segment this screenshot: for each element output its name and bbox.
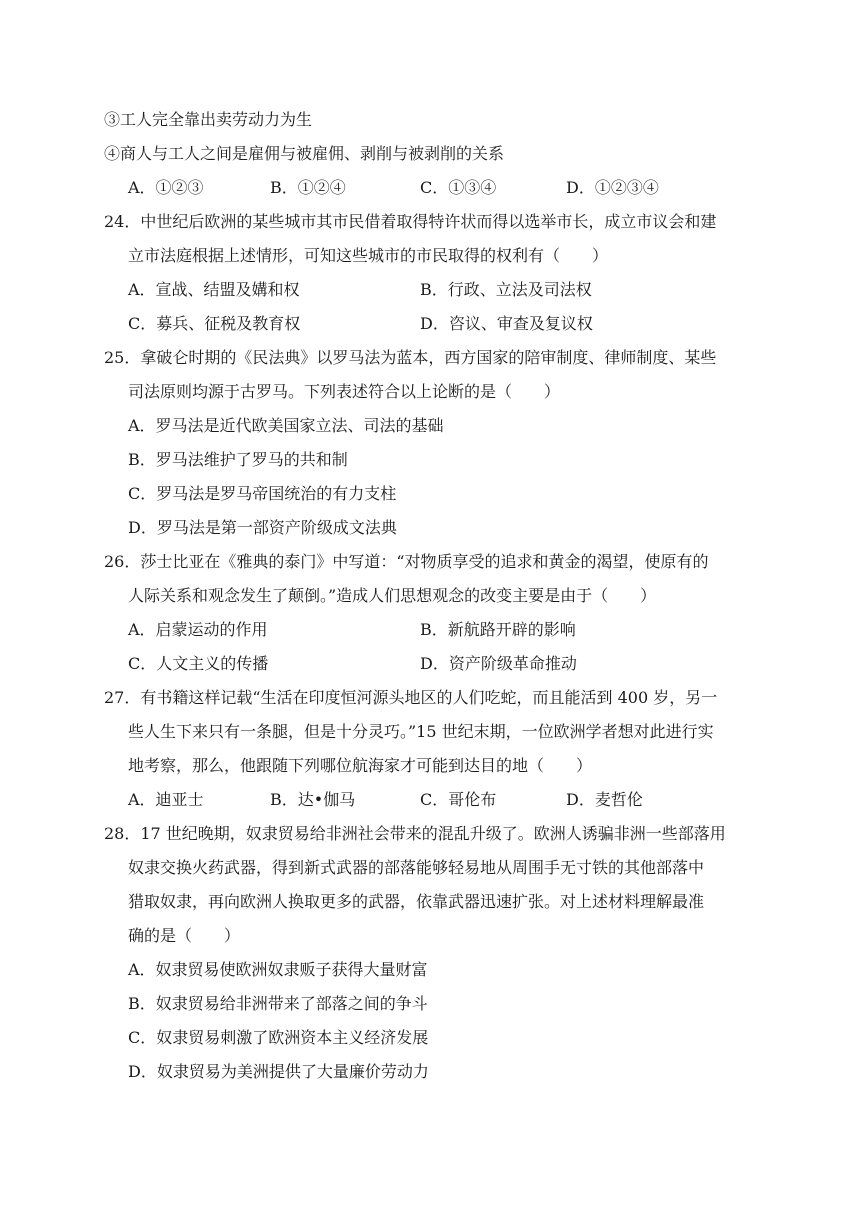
q28-stem-line3: 猎取奴隶，再向欧洲人换取更多的武器，依靠武器迅速扩张。对上述材料理解最准	[128, 892, 705, 911]
q23-option-b: B．①②④	[270, 178, 346, 197]
q25-stem-line2: 司法原则均源于古罗马。下列表述符合以上论断的是（ ）	[128, 382, 561, 401]
q27-stem-line1: 27．有书籍这样记载“生活在印度恒河源头地区的人们吃蛇，而且能活到 400 岁，另一	[104, 688, 718, 707]
q25-option-b: B．罗马法维护了罗马的共和制	[128, 450, 348, 469]
q23-option-a: A．①②③	[128, 178, 204, 197]
q24-option-b: B．行政、立法及司法权	[420, 280, 592, 299]
q28-stem-line4: 确的是（ ）	[128, 926, 241, 945]
q27-option-c: C．哥伦布	[420, 790, 497, 809]
q25-stem-line1: 25．拿破仑时期的《民法典》以罗马法为蓝本，西方国家的陪审制度、律师制度、某些	[104, 348, 717, 367]
q24-stem-line1: 24．中世纪后欧洲的某些城市其市民借着取得特许状而得以选举市长，成立市议会和建	[104, 212, 717, 231]
q25-option-a: A．罗马法是近代欧美国家立法、司法的基础	[128, 416, 444, 435]
q28-stem-line2: 奴隶交换火药武器，得到新式武器的部落能够轻易地从周围手无寸铁的其他部落中	[128, 858, 705, 877]
statement-3: ③工人完全靠出卖劳动力为生	[104, 110, 313, 129]
q26-option-b: B．新航路开辟的影响	[420, 620, 576, 639]
q24-option-c: C．募兵、征税及教育权	[128, 314, 301, 333]
q28-stem-line1: 28．17 世纪晚期，奴隶贸易给非洲社会带来的混乱升级了。欧洲人诱骗非洲一些部落用	[104, 824, 726, 843]
q23-option-c: C．①③④	[420, 178, 497, 197]
q26-option-c: C．人文主义的传播	[128, 654, 269, 673]
q28-option-b: B．奴隶贸易给非洲带来了部落之间的争斗	[128, 994, 428, 1013]
q24-option-a: A．宣战、结盟及媾和权	[128, 280, 300, 299]
q26-stem-line2: 人际关系和观念发生了颠倒。”造成人们思想观念的改变主要是由于（ ）	[128, 586, 657, 605]
q23-option-d: D．①②③④	[566, 178, 659, 197]
q24-option-d: D．咨议、审查及复议权	[420, 314, 593, 333]
q27-option-d: D．麦哲伦	[566, 790, 643, 809]
q28-option-d: D．奴隶贸易为美洲提供了大量廉价劳动力	[128, 1062, 429, 1081]
statement-4: ④商人与工人之间是雇佣与被雇佣、剥削与被剥削的关系	[104, 144, 505, 163]
q27-option-a: A．迪亚士	[128, 790, 204, 809]
q27-stem-line3: 地考察，那么，他跟随下列哪位航海家才可能到达目的地（ ）	[128, 756, 593, 775]
q25-option-d: D．罗马法是第一部资产阶级成文法典	[128, 518, 397, 537]
q28-option-a: A．奴隶贸易使欧洲奴隶贩子获得大量财富	[128, 960, 428, 979]
q25-option-c: C．罗马法是罗马帝国统治的有力支柱	[128, 484, 397, 503]
q26-option-d: D．资产阶级革命推动	[420, 654, 577, 673]
q27-stem-line2: 些人生下来只有一条腿，但是十分灵巧。”15 世纪末期，一位欧洲学者想对此进行实	[128, 722, 714, 741]
q26-option-a: A．启蒙运动的作用	[128, 620, 268, 639]
q27-option-b: B．达•伽马	[270, 790, 356, 809]
q24-stem-line2: 立市法庭根据上述情形，可知这些城市的市民取得的权利有（ ）	[128, 246, 609, 265]
q26-stem-line1: 26．莎士比亚在《雅典的泰门》中写道：“对物质享受的追求和黄金的渴望，使原有的	[104, 552, 709, 571]
q28-option-c: C．奴隶贸易刺激了欧洲资本主义经济发展	[128, 1028, 429, 1047]
